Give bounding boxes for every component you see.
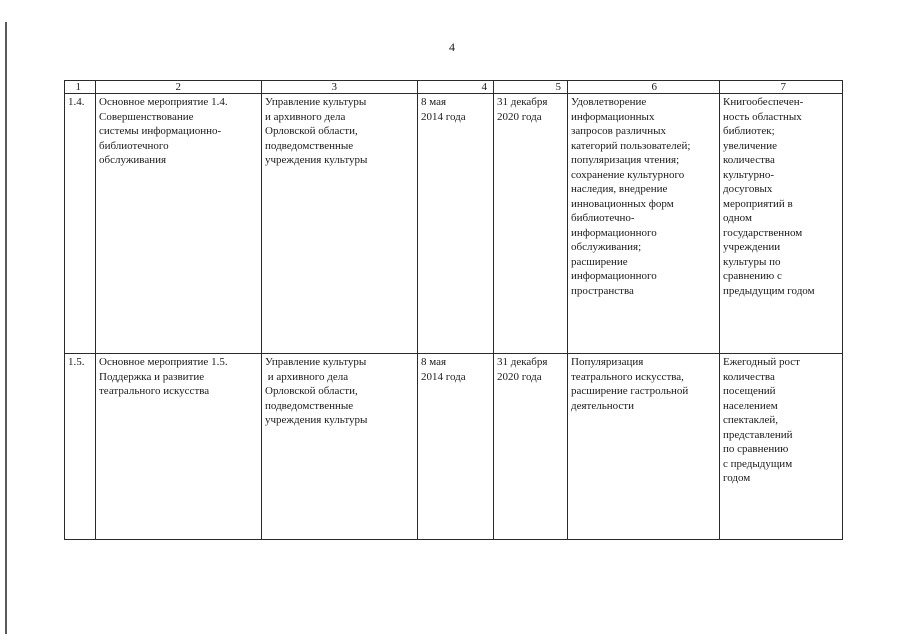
event-name: Основное мероприятие 1.5. Поддержка и развитие театрального искусства: [96, 354, 262, 540]
column-number: 2: [96, 81, 262, 94]
page-number: 4: [449, 40, 455, 54]
responsible-executor: Управление культуры и архивного дела Орловской области, подведомственные учреждения культуры: [262, 94, 418, 354]
event-name: Основное мероприятие 1.4. Совершенствование системы информационно- библиотечного обслуживания: [96, 94, 262, 354]
row-number: 1.4.: [65, 94, 96, 354]
target-indicator: Книгообеспечен- ность областных библиотек; увеличение количества культурно- досуговых мероприятий в одном государственном учреждении культуры по сравнению с предыдущим годом: [720, 94, 843, 354]
column-number: 7: [720, 81, 843, 94]
column-number: 1: [65, 81, 96, 94]
start-date: 8 мая 2014 года: [418, 354, 494, 540]
table-row: [65, 354, 843, 540]
column-number: 4: [418, 81, 494, 94]
expected-result: Популяризация театрального искусства, расширение гастрольной деятельности: [568, 354, 720, 540]
events-table: [64, 80, 843, 540]
target-indicator: Ежегодный рост количества посещений населением спектаклей, представлений по сравнению с предыдущим годом: [720, 354, 843, 540]
column-number: 5: [494, 81, 568, 94]
column-number: 3: [262, 81, 418, 94]
table-row: [65, 94, 843, 354]
start-date: 8 мая 2014 года: [418, 94, 494, 354]
end-date: 31 декабря 2020 года: [494, 354, 568, 540]
column-number-row: [65, 81, 843, 94]
responsible-executor: Управление культуры и архивного дела Орловской области, подведомственные учреждения культуры: [262, 354, 418, 540]
expected-result: Удовлетворение информационных запросов различных категорий пользователей; популяризация чтения; сохранение культурного наследия, внедрение инновационных форм библиотечно- информационного обслуживания; расширение информационного пространства: [568, 94, 720, 354]
row-number: 1.5.: [65, 354, 96, 540]
end-date: 31 декабря 2020 года: [494, 94, 568, 354]
binding-line: [5, 22, 7, 634]
column-number: 6: [568, 81, 720, 94]
